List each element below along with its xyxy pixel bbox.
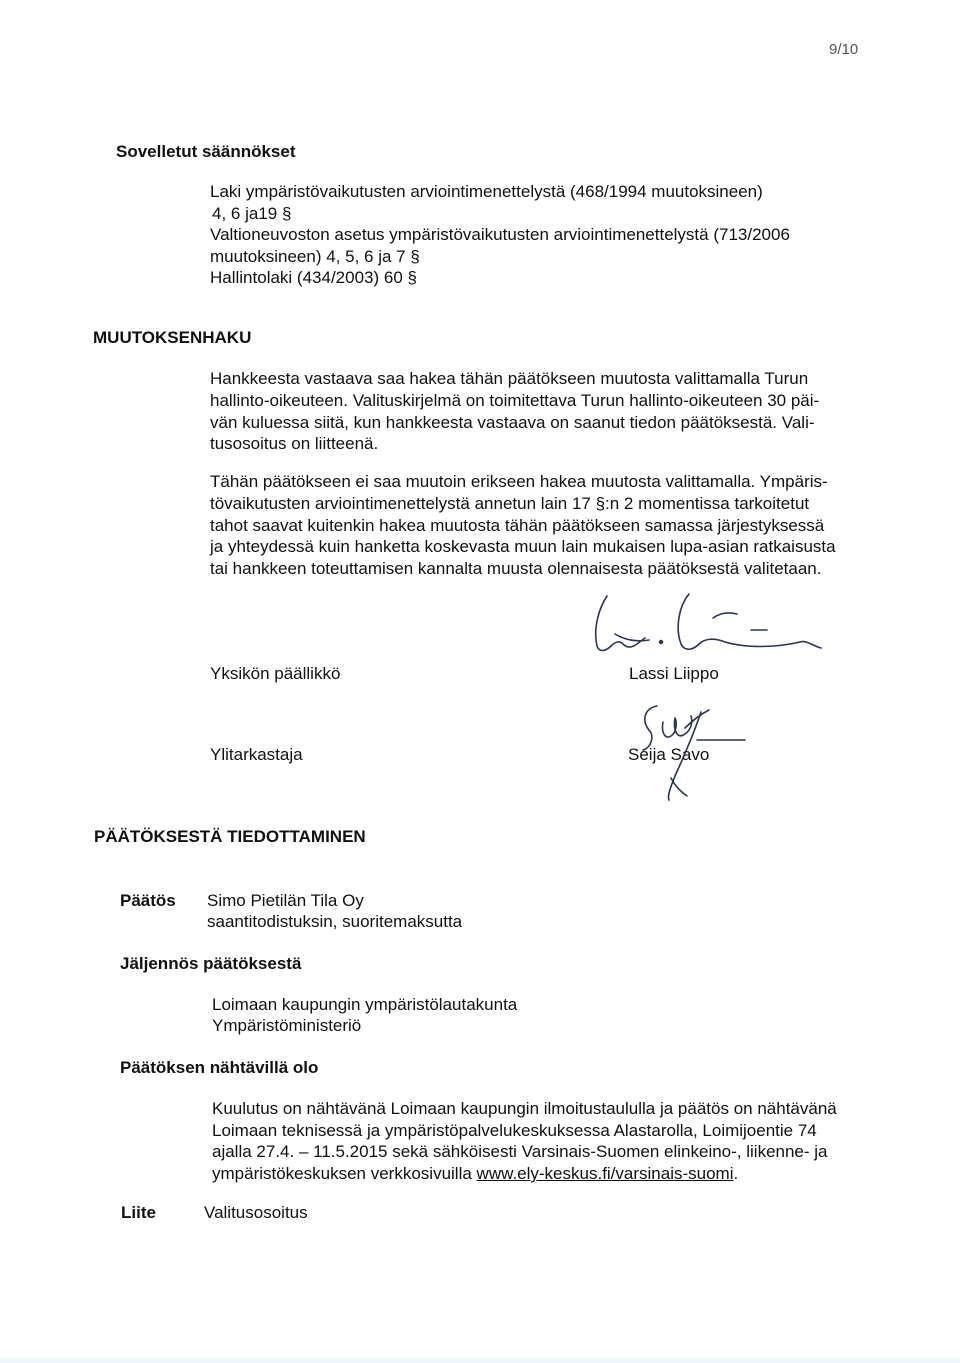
signature-lassi-liippo — [585, 588, 835, 668]
page-number: 9/10 — [829, 41, 859, 58]
signer2-title: Ylitarkastaja — [210, 745, 303, 764]
copy-recipients — [212, 994, 517, 1036]
signature-seija-savo — [615, 700, 750, 805]
appeal-line: ja yhteydessä kuin hanketta koskevasta muun lain mukaisen lupa-asian ratkaisusta — [210, 537, 836, 557]
appeal-paragraph-2 — [210, 471, 836, 580]
appeal-line: Tähän päätökseen ei saa muutoin erikseen hakea muutosta valittamalla. Ympäris- — [210, 472, 828, 491]
attachment-value: Valitusosoitus — [204, 1203, 308, 1222]
decision-label: Päätös — [120, 891, 176, 910]
display-line-last — [212, 1163, 837, 1185]
attachment-label: Liite — [121, 1203, 156, 1222]
decision-line: Simo Pietilän Tila Oy — [207, 891, 364, 910]
display-label: Päätöksen nähtävillä olo — [120, 1058, 319, 1077]
appeal-line: tahot saavat kuitenkin hakea muutosta tähän päätökseen samassa järjestyksessä — [210, 515, 825, 535]
display-line: ympäristökeskuksen verkkosivuilla — [212, 1164, 477, 1184]
display-line: Kuulutus on nähtävänä Loimaan kaupungin ilmoitustaululla ja päätös on nähtävänä — [212, 1099, 837, 1118]
copy-line: Loimaan kaupungin ympäristölautakunta — [212, 995, 518, 1014]
applied-rule-line: Valtioneuvoston asetus ympäristövaikutusten arviointimenettelystä (713/2006 — [210, 225, 790, 244]
applied-rules-list — [210, 181, 790, 289]
ely-keskus-link[interactable]: www.ely-keskus.fi/varsinais-suomi — [476, 1164, 734, 1184]
signer1-title: Yksikön päällikkö — [210, 664, 341, 683]
applied-rule-line: muutoksineen) 4, 5, 6 ja 7 § — [210, 246, 420, 266]
display-line: Loimaan teknisessä ja ympäristöpalvelukeskuksessa Alastarolla, Loimijoentie 74 — [212, 1120, 817, 1140]
decision-line: saantitodistuksin, suoritemaksutta — [207, 912, 463, 931]
appeal-line: tövaikutusten arviointimenettelystä annetun lain 17 §:n 2 momentissa tarkoitetut — [210, 493, 810, 513]
scan-edge — [0, 1355, 960, 1363]
applied-rule-line: Laki ympäristövaikutusten arviointimenettelystä (468/1994 muutoksineen) — [210, 182, 763, 201]
appeal-line: tai hankkeen toteuttamisen kannalta muusta olennaisesta päätöksestä valitetaan. — [210, 559, 822, 579]
signer1-name: Lassi Liippo — [629, 664, 719, 683]
copy-label: Jäljennös päätöksestä — [120, 954, 302, 973]
appeal-line: hallinto-oikeuteen. Valituskirjelmä on toimitettava Turun hallinto-oikeuteen 30 päi- — [210, 390, 820, 410]
signer2-name: Seija Savo — [628, 745, 710, 764]
appeal-paragraph-1 — [210, 368, 819, 455]
appeal-line: Hankkeesta vastaava saa hakea tähän päätökseen muutosta valittamalla Turun — [210, 369, 809, 388]
display-text — [212, 1098, 837, 1185]
copy-line: Ympäristöministeriö — [212, 1016, 362, 1035]
appeal-line: tusosoitus on liitteenä. — [210, 434, 379, 454]
appeal-line: vän kuluessa siitä, kun hankkeesta vastaava on saanut tiedon päätöksestä. Vali- — [210, 412, 815, 432]
applied-rules-heading: Sovelletut säännökset — [116, 142, 296, 161]
notification-heading: PÄÄTÖKSESTÄ TIEDOTTAMINEN — [94, 827, 366, 846]
decision-recipient — [207, 890, 462, 932]
display-line: ajalla 27.4. – 11.5.2015 sekä sähköisesti Varsinais-Suomen elinkeino-, liikenne- ja — [212, 1142, 828, 1162]
appeal-heading: MUUTOKSENHAKU — [93, 328, 252, 347]
applied-rule-line: 4, 6 ja19 § — [212, 203, 292, 223]
applied-rule-line: Hallintolaki (434/2003) 60 § — [210, 268, 417, 287]
display-link-suffix: . — [733, 1164, 739, 1184]
